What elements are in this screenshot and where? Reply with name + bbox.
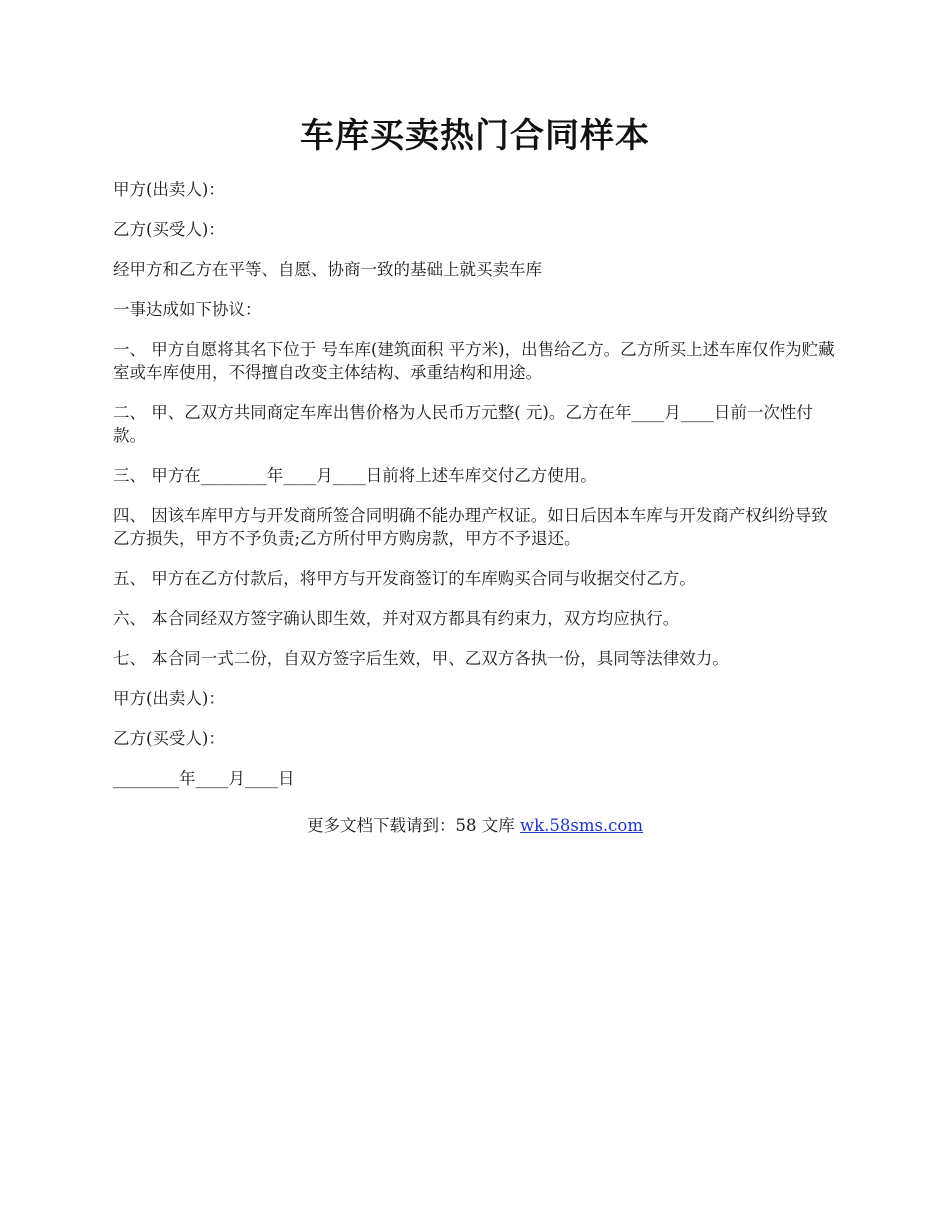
signature-date: ________年____月____日 (113, 769, 295, 788)
clause-3: 三、 甲方在________年____月____日前将上述车库交付乙方使用。 (113, 466, 597, 485)
signature-party-b: 乙方(买受人)： (113, 729, 225, 748)
footer-link[interactable]: wk.58sms.com (519, 816, 643, 835)
party-a-label: 甲方(出卖人)： (113, 180, 225, 199)
party-b-label: 乙方(买受人)： (113, 220, 225, 239)
document-title: 车库买卖热门合同样本 (300, 116, 650, 156)
signature-party-a: 甲方(出卖人)： (113, 689, 225, 708)
document-body (113, 178, 837, 807)
preamble-line-2: 一事达成如下协议： (113, 300, 262, 319)
clause-4: 四、 因该车库甲方与开发商所签合同明确不能办理产权证。如日后因本车库与开发商产权纠纷导致乙方损失，甲方不予负责;乙方所付甲方购房款，甲方不予退还。 (113, 506, 828, 548)
clause-5: 五、 甲方在乙方付款后，将甲方与开发商签订的车库购买合同与收据交付乙方。 (113, 569, 696, 588)
clause-7: 七、 本合同一式二份，自双方签字后生效，甲、乙双方各执一份，具同等法律效力。 (113, 649, 729, 668)
preamble-line-1: 经甲方和乙方在平等、自愿、协商一致的基础上就买卖车库 (113, 260, 542, 279)
download-footer (113, 814, 837, 837)
clause-1: 一、 甲方自愿将其名下位于 号车库(建筑面积 平方米)，出售给乙方。乙方所买上述车库仅作为贮藏室或车库使用，不得擅自改变主体结构、承重结构和用途。 (113, 340, 835, 382)
clause-6: 六、 本合同经双方签字确认即生效，并对双方都具有约束力，双方均应执行。 (113, 609, 680, 628)
clause-2: 二、 甲、乙双方共同商定车库出售价格为人民币万元整( 元)。乙方在年____月____日前一次性付款。 (113, 403, 813, 445)
footer-prefix: 更多文档下载请到：58 文库 (306, 816, 520, 835)
